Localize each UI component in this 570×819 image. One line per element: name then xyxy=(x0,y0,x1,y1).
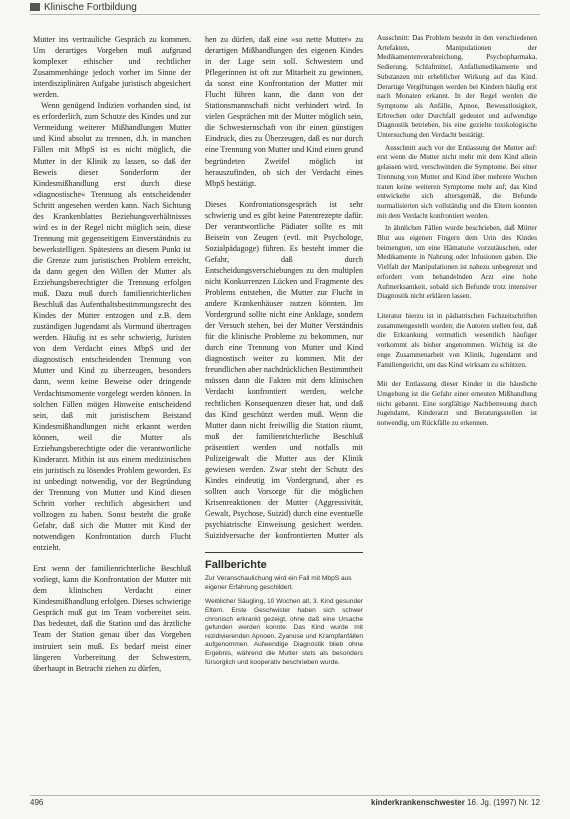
paragraph: Dieses Konfrontationsgespräch ist sehr schwierig und es gibt keine Patentrezepte dafür. Der verantwortliche Pädiater sollte es mit Beisein von Zeugen (evtl. mit Psychologe, Sozialpädagoge) führen. Es besteht immer die Gefahr, daß durch Entscheidungsverschiebungen zu den multiplen nicht Konkurrenzen Lücken und Fragmente des Problems entstehen, die Mutter zur Flucht in andere Krankenhäuser nutzen könnten. Im Vordergrund sollte nicht eine Anklage, sondern der Versuch stehen, bei der Mutter Verständnis für die klinische Probleme zu bekommen, nur durch eine Trennung von Mutter und Kind diagnostisch weiter zu kommen. Mit der freundlichen aber nachdrücklichen Bestimmtheit müssen dann die Fakten mit dem klinischen Verdacht konfrontiert werden, welche rechtlichen Konsequenzen dieser hat, und daß das Kind geschützt werden muß. Wenn die Mutter dann nicht freiwillig die Station räumt, muß der familienrichterliche Beschluß präsentiert werden und notfalls mit Polizeigewalt die Mutter aus der Klinik gewiesen werden. Zwar steht der Schutz des Kindes eindeutig im Vordergrund, aber es sollten auch Vorsorge für die möglichen Krisenreaktionen der Mutter (Aggressivität, Gewalt, Psychose, Suizid) durch eine eventuelle psychiatrische Einweisung gesichert werden. Suizidversuche der konfrontierten Mutter als xyxy=(205,199,363,541)
paragraph-gap xyxy=(33,553,191,563)
paragraph: Mutter ins vertrauliche Gespräch zu kommen. Um derartiges Vorgehen muß aufgrund komplexer ethischer und rechtlicher Zusammenhänge jedoch vorher im Sinne der interdisziplinären Aufgabe juristisch abgesichert werden. xyxy=(33,35,191,100)
page-number: 496 xyxy=(30,798,44,807)
paragraph: Literatur hierzu ist in pädiatrischen Fachzeitschriften zusammengestellt worden; die Autoren stellen fest, daß die Erkrankung vermutlich wesentlich häufiger vorkommt als bisher angenommen. Wichtig ist die enge Zusammenarbeit von Klinik, Jugendamt und Familiengericht, um das Kind wirksam zu schützen. xyxy=(377,311,537,369)
paragraph-gap xyxy=(377,302,537,312)
section-marker-icon xyxy=(30,3,40,11)
journal-name: kinderkrankenschwester xyxy=(371,798,465,807)
paragraph: In ähnlichen Fällen wurde beschrieben, daß Mütter Blut aus eigenen Fingern dem Urin des Kindes beimengten, um eine Hämaturie vorzutäuschen, oder Medikamente in Nahrung oder Infusionen gaben. Die Vielfalt der Manipulationen ist nahezu unbegrenzt und erfordert vom behandelnden Arzt eine hohe Aufmerksamkeit, sobald sich Befunde trotz intensiver Diagnostik nicht erklären lassen. xyxy=(377,224,537,301)
running-header xyxy=(30,2,137,13)
paragraph: Wenn genügend Indizien vorhanden sind, ist es erforderlich, zum Schutze des Kindes und zur Vermeidung weiterer Mißhandlungen Mutter und Kind absolut zu trennen, d.h. in manchen Fällen mit MbpS ist es nicht möglich, die Mutter in der Klinik zu lassen, so daß der Beweis dieser Sonderform der Kindesmißhandlung erst durch diese »diagnostische« Trennung als entscheidender Schritt angesehen werden kann. Nach Sichtung des Krankenblattes Beziehungsverhältnisses wird es in der Regel nicht möglich sein, diese Trennung mit gegenseitigem Einverständnis zu bewerkstelligen. Spätestens an diesem Punkt ist die Grenze zum juristischen Problem erreicht, da dann gegen den Willen der Mutter als Erziehungsberechtigter die Trennung erfolgen muß. Dazu muß durch familienrichterlichen Beschluß das Aufenthaltsbestimmungsrecht des Kindes der Mutter entzogen und z.B. dem zuständigen Jugendamt als Vormund übertragen werden. Häufig ist es sehr schwierig, Juristen von dem Verdacht eines MbpS und der diagnostisch entscheidenden Trennung von Mutter und Kind zu überzeugen, besonders dann, wenn keine Beweise oder dringende Verdachtsmomente vorgelegt werden können. In solchen Fällen mögen Hinweise entscheidend sein, daß mit juristischem Beistand Kindesmißhandlungen nicht erkannt werden können, weil die Mutter als Erziehungsberechtigte oder die verantwortliche Kinderarzt. Mithin ist aus einem medizinischen ein juristisch zu lösendes Problem geworden. Es ist unbedingt notwendig, vor der Begründung der Trennung von Mutter und Kind diesen Schritt vorher rechtlich abgesichert und vollzogen zu haben. Sonst besteht die große Gefahr, daß sich die Mutter mit Kind der notwendigen Konfrontation durch Flucht entzieht. xyxy=(33,101,191,553)
case-report-rule xyxy=(205,552,363,553)
case-report-text: Weiblicher Säugling, 10 Wochen alt, 3. Kind gesunder Eltern. Erste Geschwister haben sich schwer chronisch erkrankt gezeigt, ohne daß eine Ursache gefunden werden konnte. Das Kind wurde mit rezidivierenden Apnoen, Zyanose und Krampfanfällen aufgenommen. Aufwendige Diagnostik blieb ohne Ergebnis, während die Mutter stets als besonders fürsorglich und kooperativ beschrieben wurde. xyxy=(205,598,363,666)
paragraph: Ausschnitt auch vor der Entlassung der Mutter auf: erst wenn die Mutter nicht mehr mit dem Kind allein gelassen wird, verschwinden die Symptome. Bei einer Trennung von Mutter und Kind über mehrere Wochen traten keine weiteren Symptome mehr auf; das Kind entwickelte sich altersgemäß, die Befunde normalisierten sich vollständig und die Eltern konnten mit dem Verdacht konfrontiert werden. xyxy=(377,143,537,220)
section-title: Klinische Fortbildung xyxy=(44,2,137,13)
text-column-2 xyxy=(205,34,363,542)
journal-citation xyxy=(371,798,540,807)
paragraph: Erst wenn der familienrichterliche Beschluß vorliegt, kann die Konfrontation der Mutter mit dem klinischen Verdacht einer Kindesmißhandlung erfolgen. Dieses schwierige Gespräch muß gut im Team vorbereitet sein. Das bedeutet, daß die Station und das ärztliche Team der Station genau über das Vorgehen instruiert sein muß. Es bedarf meist einer längeren Vorbereitung der Schwestern, überhaupt in Betracht ziehen zu dürfen, xyxy=(33,564,191,673)
case-report-box xyxy=(205,552,363,788)
paragraph: Mit der Entlassung dieser Kinder in die häusliche Umgebung ist die Gefahr einer erneuten Mißhandlung nicht gebannt. Eine sorgfältige Nachbetreuung durch Jugendamt, Kinderarzt und Beratungsstellen ist notwendig, um Rückfälle zu erkennen. xyxy=(377,380,537,428)
text-column-1 xyxy=(33,34,191,786)
paragraph-gap xyxy=(377,370,537,380)
journal-issue: 16. Jg. (1997) Nr. 12 xyxy=(464,798,540,807)
paragraph-gap xyxy=(205,189,363,199)
case-report-intro: Zur Veranschaulichung wird ein Fall mit MbpS aus eigener Erfahrung geschildert. xyxy=(205,575,352,591)
paragraph: hen zu dürfen, daß eine »so nette Mutter« zu derartigen Mißhandlungen des eigenen Kindes in der Lage sein soll. Schwestern und Pflegerinnen ist oft zur Mitarbeit zu gewinnen, da sonst eine Konfrontation der Mutter mit Flucht führen kann, die dann von der Stationsmannschaft nicht verhindert wird. In vielen Gesprächen mit der Mutter möglich sein, die Schwesternschaft von ihr einen günstigen Eindruck, dies zu Überzeugen, daß es nur durch eine Trennung von Mutter und Kind einen grund begründeten Zweifel möglich ist herauszufinden, ob sich der Verdacht eines MbpS bestätigt. xyxy=(205,35,363,188)
paragraph: Ausschnitt: Das Problem besteht in den verschiedenen Artefakten, Manipulationen der Medikamentenverabreichung, Psychopharmaka, Sedierung, Schlafmittel, Anfallsmedikamente und Substanzen mit erheblicher Wirkung auf das Kind. Derartige Vergiftungen werden bei Kindern häufig erst nach Monaten erkannt. In der Regel werden die Symptome als Anfälle, Apnoe, Bewusstlosigkeit, Erbrechen oder Durchfall gedeutet und aufwendige Diagnostik betrieben, bis eine gezielte toxikologische Untersuchung den Verdacht bestätigt. xyxy=(377,34,537,140)
text-column-3 xyxy=(377,34,537,786)
case-report-title: Fallberichte xyxy=(205,559,267,571)
footer-rule xyxy=(30,795,540,796)
header-rule xyxy=(30,14,540,15)
